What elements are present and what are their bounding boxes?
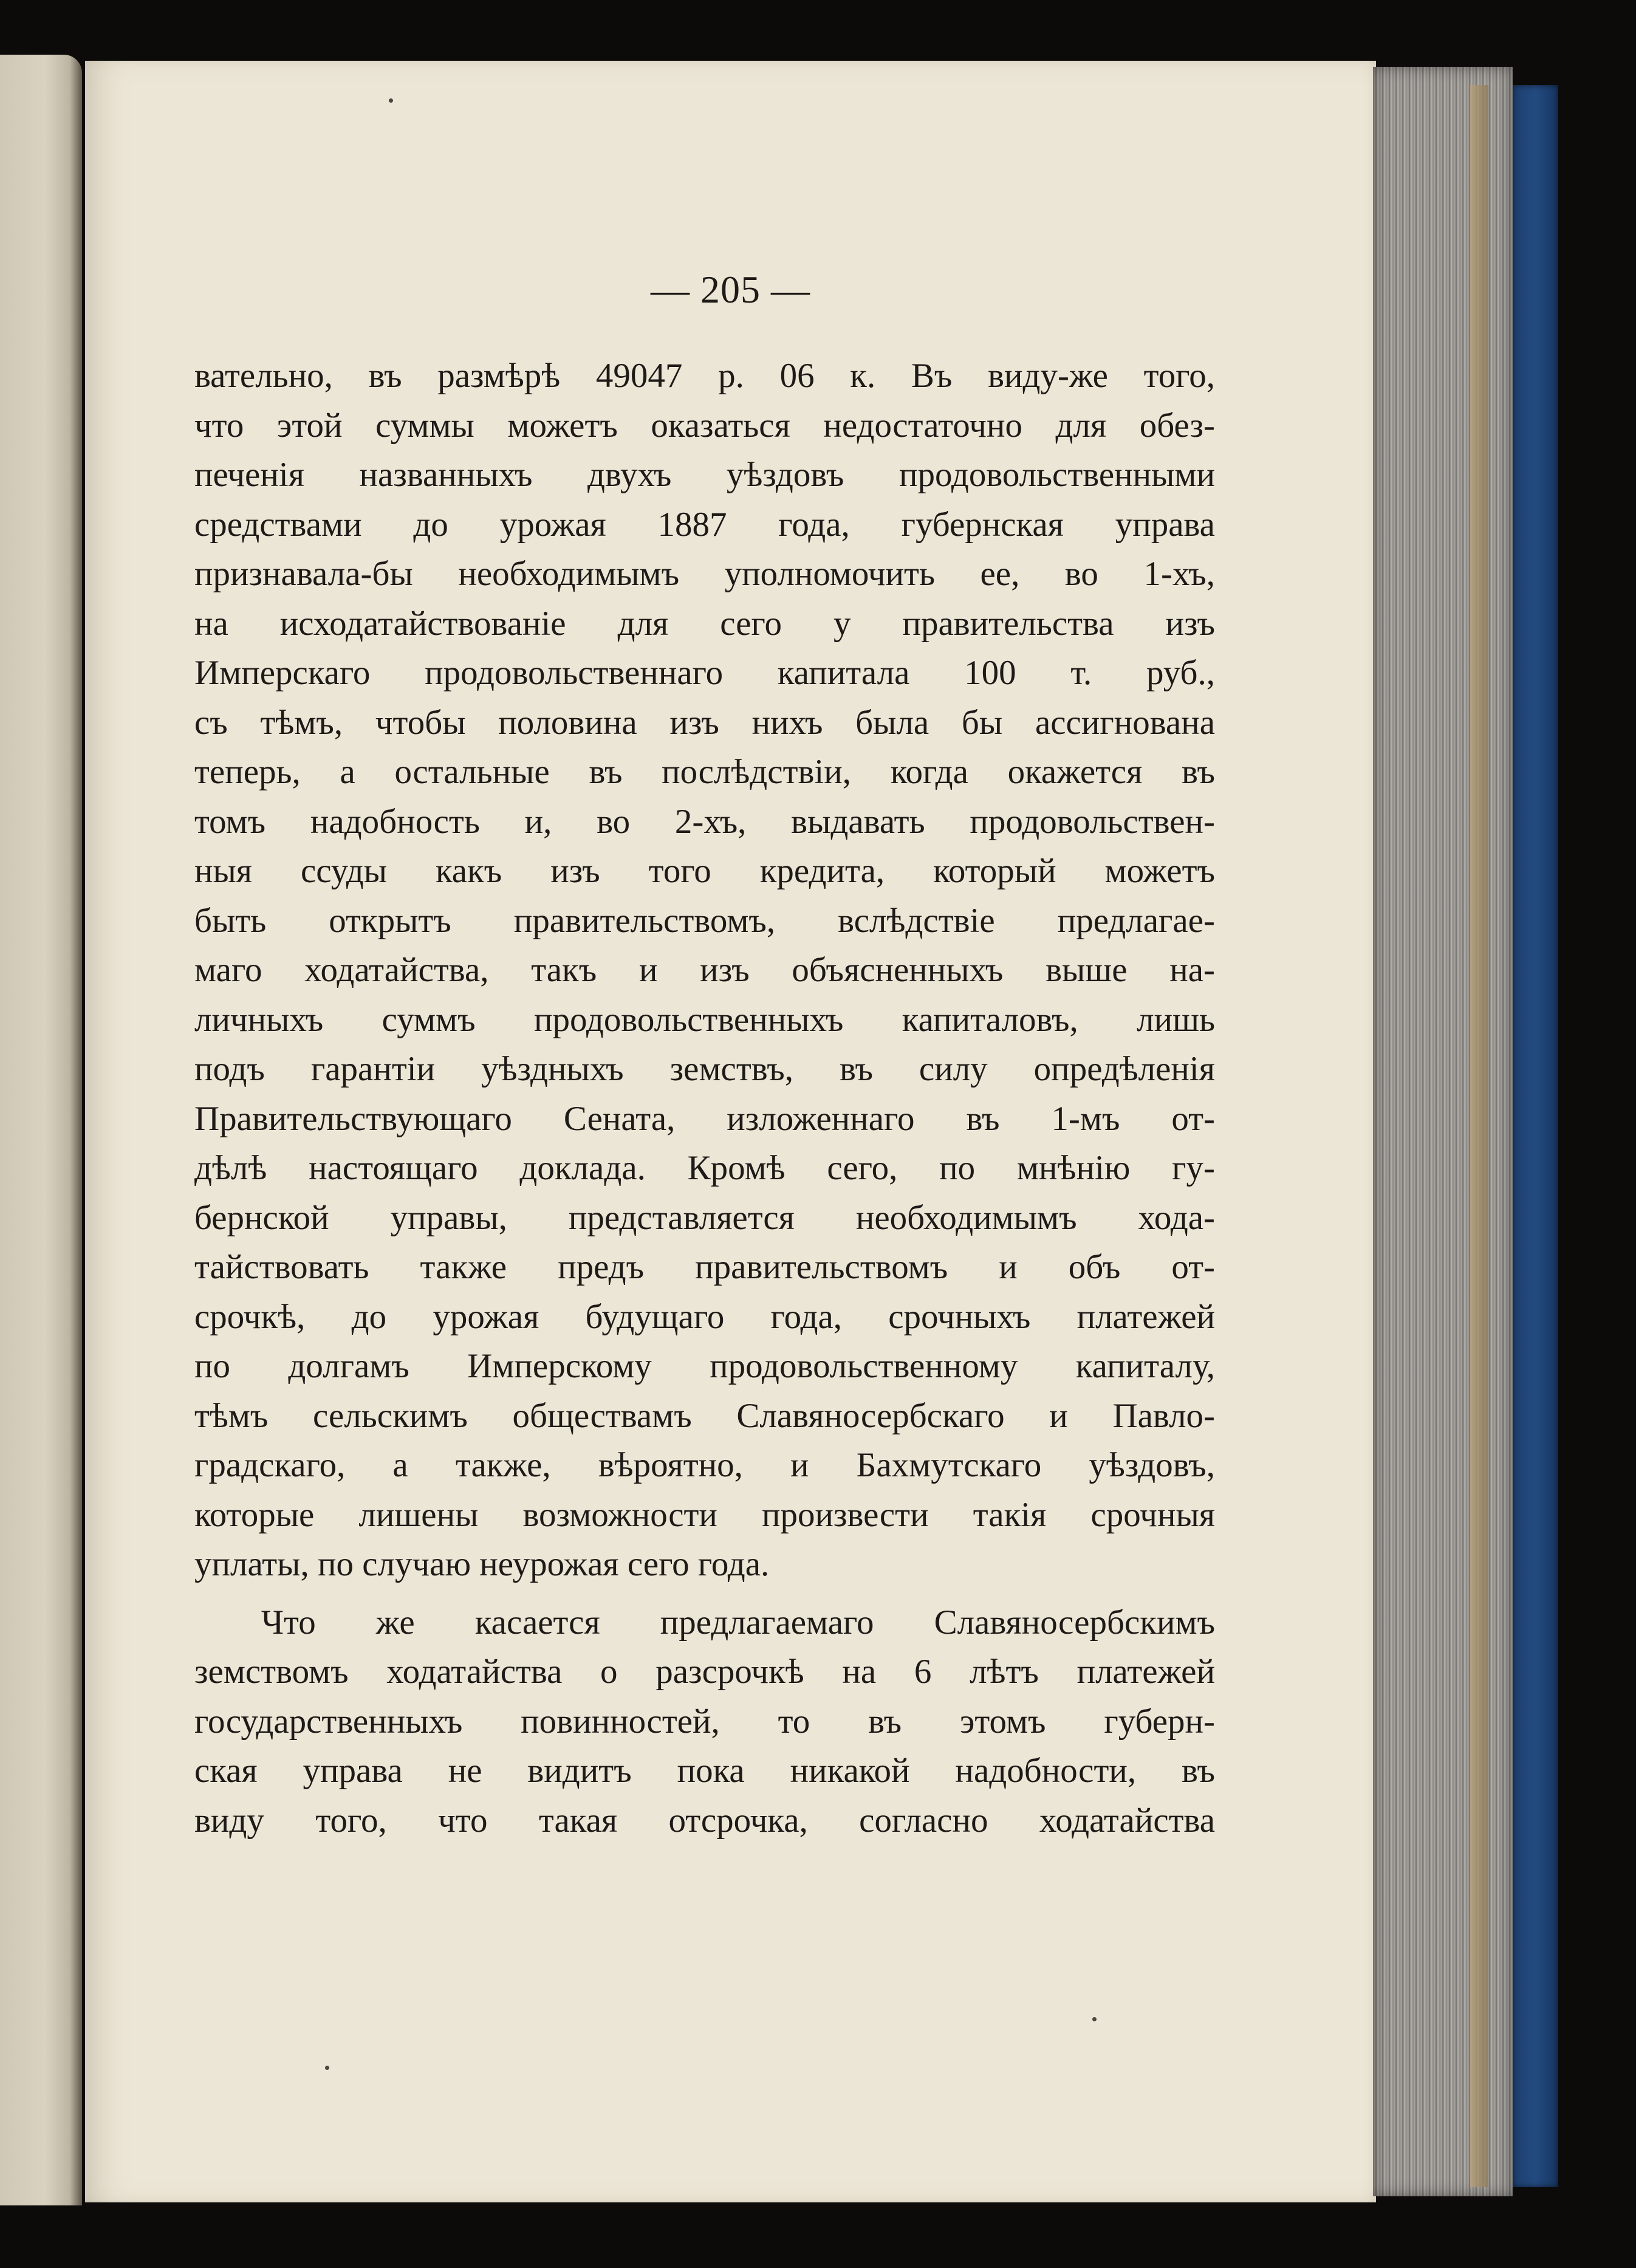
text-line: по долгамъ Имперскому продовольственному капиталу, <box>194 1347 1215 1385</box>
text-line: государственныхъ повинностей, то въ этомъ губерн- <box>194 1702 1215 1741</box>
page-number: — 205 — <box>651 268 810 311</box>
body-text <box>194 351 1215 1845</box>
book-page <box>85 61 1376 2202</box>
text-line: быть открытъ правительствомъ, вслѣдствіе предлагае- <box>194 901 1215 940</box>
text-line: томъ надобность и, во 2-хъ, выдавать продовольствен- <box>194 802 1215 841</box>
text-line: уплаты, по случаю неурожая сего года. <box>194 1545 770 1583</box>
text-line: маго ходатайства, такъ и изъ объясненныхъ выше на- <box>194 951 1215 989</box>
text-line: средствами до урожая 1887 года, губернская управа <box>194 505 1215 544</box>
text-line: градскаго, а также, вѣроятно, и Бахмутскаго уѣздовъ, <box>194 1446 1215 1484</box>
text-line: подъ гарантіи уѣздныхъ земствъ, въ силу опредѣленія <box>194 1050 1215 1088</box>
text-line: тѣмъ сельскимъ обществамъ Славяносербскаго и Павло- <box>194 1396 1215 1435</box>
paragraph-gap <box>194 1589 1215 1598</box>
text-line: Имперскаго продовольственнаго капитала 100 т. руб., <box>194 654 1215 692</box>
text-line: ныя ссуды какъ изъ того кредита, который можетъ <box>194 852 1215 890</box>
cover-edge <box>1470 85 1488 2187</box>
text-line: бернской управы, представляется необходимымъ хода- <box>194 1198 1215 1237</box>
text-line: личныхъ суммъ продовольственныхъ капиталовъ, лишь <box>194 1000 1215 1039</box>
text-line: печенія названныхъ двухъ уѣздовъ продовольственными <box>194 456 1215 494</box>
text-line: вательно, въ размѣрѣ 49047 р. 06 к. Въ виду-же того, <box>194 357 1215 395</box>
speck <box>1092 2017 1097 2021</box>
text-line: на исходатайствованіе для сего у правительства изъ <box>194 604 1215 643</box>
text-line: Правительствующаго Сената, изложеннаго въ 1-мъ от- <box>194 1099 1215 1138</box>
book-cover <box>1513 85 1558 2187</box>
text-line: теперь, а остальные въ послѣдствіи, когда окажется въ <box>194 753 1215 791</box>
text-line: тайствовать также предъ правительствомъ и объ от- <box>194 1248 1215 1286</box>
text-line: земствомъ ходатайства о разсрочкѣ на 6 лѣтъ платежей <box>194 1653 1215 1691</box>
speck <box>325 2066 329 2070</box>
text-line: ская управа не видитъ пока никакой надобности, въ <box>194 1752 1215 1790</box>
text-line: виду того, что такая отсрочка, согласно ходатайства <box>194 1801 1215 1840</box>
speck <box>389 98 393 103</box>
text-line: съ тѣмъ, чтобы половина изъ нихъ была бы ассигнована <box>194 703 1215 742</box>
text-line: признавала-бы необходимымъ уполномочить ее, во 1-хъ, <box>194 555 1215 593</box>
text-line: Что же касается предлагаемаго Славяносербскимъ <box>261 1603 1215 1642</box>
text-line: срочкѣ, до урожая будущаго года, срочныхъ платежей <box>194 1297 1215 1336</box>
text-line: что этой суммы можетъ оказаться недостаточно для обез- <box>194 406 1215 445</box>
text-line: дѣлѣ настоящаго доклада. Кромѣ сего, по мнѣнію гу- <box>194 1149 1215 1187</box>
page-block-edges <box>1373 67 1513 2196</box>
left-facing-page <box>0 55 82 2205</box>
text-line: которые лишены возможности произвести такія срочныя <box>194 1495 1215 1534</box>
